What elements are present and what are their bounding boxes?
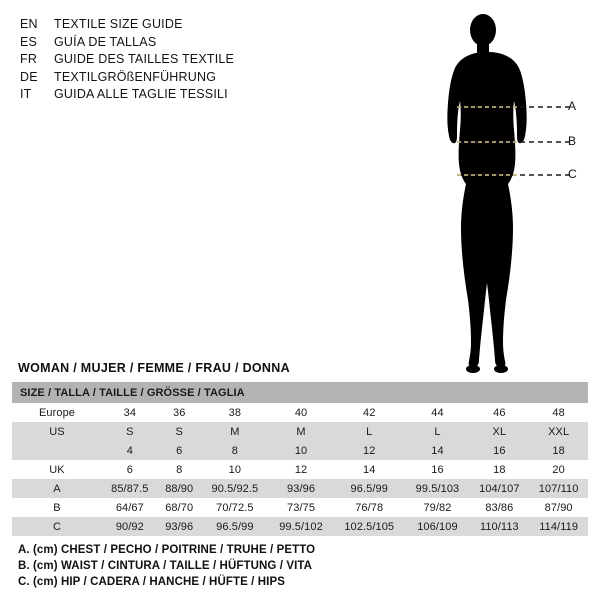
legend-line-a: A. (cm) CHEST / PECHO / POITRINE / TRUHE / PETTO <box>18 544 316 556</box>
cell: 16 <box>469 441 529 460</box>
cell: M <box>201 422 269 441</box>
cell: S <box>158 422 201 441</box>
cell: L <box>333 422 405 441</box>
table-header-row <box>12 382 588 403</box>
female-silhouette-figure <box>400 8 595 378</box>
cell: 6 <box>102 460 158 479</box>
measure-marker-a: A <box>568 99 577 113</box>
cell: 20 <box>529 460 588 479</box>
cell: M <box>269 422 333 441</box>
language-row <box>20 34 360 52</box>
cell: 106/109 <box>405 517 469 536</box>
cell: 4 <box>102 441 158 460</box>
cell: 44 <box>405 403 469 422</box>
cell: 6 <box>158 441 201 460</box>
cell: 14 <box>333 460 405 479</box>
language-code: DE <box>20 69 38 84</box>
cell: 107/110 <box>529 479 588 498</box>
cell: 73/75 <box>269 498 333 517</box>
language-title: TEXTILE SIZE GUIDE <box>54 17 183 31</box>
cell: 12 <box>269 460 333 479</box>
cell: 104/107 <box>469 479 529 498</box>
table-row <box>12 479 588 498</box>
row-label <box>12 441 102 460</box>
language-row <box>20 51 360 69</box>
measurement-legend <box>18 542 315 590</box>
row-label: Europe <box>12 403 102 422</box>
language-title: GUÍA DE TALLAS <box>54 34 157 49</box>
language-title: GUIDE DES TAILLES TEXTILE <box>54 52 235 66</box>
row-label: US <box>12 422 102 441</box>
table-row <box>12 441 588 460</box>
cell: 96.5/99 <box>333 479 405 498</box>
cell: 14 <box>405 441 469 460</box>
cell: 110/113 <box>469 517 529 536</box>
legend-line-b: B. (cm) WAIST / CINTURA / TAILLE / HÜFTUNG / VITA <box>18 560 313 572</box>
language-row <box>20 69 360 87</box>
cell: 48 <box>529 403 588 422</box>
cell: 90/92 <box>102 517 158 536</box>
cell: 8 <box>201 441 269 460</box>
cell: 88/90 <box>158 479 201 498</box>
table-row <box>12 460 588 479</box>
cell: 40 <box>269 403 333 422</box>
cell: 102.5/105 <box>333 517 405 536</box>
language-code: ES <box>20 34 38 49</box>
cell: 46 <box>469 403 529 422</box>
cell: 70/72.5 <box>201 498 269 517</box>
cell: 68/70 <box>158 498 201 517</box>
cell: 38 <box>201 403 269 422</box>
cell: 34 <box>102 403 158 422</box>
silhouette-icon <box>400 8 595 378</box>
cell: 96.5/99 <box>201 517 269 536</box>
section-title: WOMAN / MUJER / FEMME / FRAU / DONNA <box>18 361 290 375</box>
language-row <box>20 86 360 104</box>
table-row <box>12 517 588 536</box>
cell: 93/96 <box>269 479 333 498</box>
row-label: UK <box>12 460 102 479</box>
cell: 10 <box>269 441 333 460</box>
cell: 12 <box>333 441 405 460</box>
cell: 76/78 <box>333 498 405 517</box>
cell: 8 <box>158 460 201 479</box>
legend-line-c: C. (cm) HIP / CADERA / HANCHE / HÜFTE / HIPS <box>18 576 286 588</box>
table-row <box>12 498 588 517</box>
cell: 16 <box>405 460 469 479</box>
cell: 18 <box>529 441 588 460</box>
row-label: A <box>12 479 102 498</box>
cell: 99.5/102 <box>269 517 333 536</box>
cell: 42 <box>333 403 405 422</box>
language-code: EN <box>20 17 38 31</box>
cell: 90.5/92.5 <box>201 479 269 498</box>
size-table-wrapper <box>12 382 588 536</box>
language-row <box>20 16 360 34</box>
table-row <box>12 403 588 422</box>
cell: 64/67 <box>102 498 158 517</box>
cell: L <box>405 422 469 441</box>
cell: XL <box>469 422 529 441</box>
cell: 10 <box>201 460 269 479</box>
row-label: B <box>12 498 102 517</box>
cell: 114/119 <box>529 517 588 536</box>
language-title: TEXTILGRÖßENFÜHRUNG <box>54 69 217 84</box>
cell: 99.5/103 <box>405 479 469 498</box>
size-table <box>12 382 588 536</box>
cell: 93/96 <box>158 517 201 536</box>
row-label: C <box>12 517 102 536</box>
language-code: FR <box>20 52 38 66</box>
cell: 79/82 <box>405 498 469 517</box>
language-list <box>20 16 360 104</box>
cell: 87/90 <box>529 498 588 517</box>
cell: 85/87.5 <box>102 479 158 498</box>
cell: 36 <box>158 403 201 422</box>
table-header-label: SIZE / TALLA / TAILLE / GRÖSSE / TAGLIA <box>12 382 588 403</box>
cell: 83/86 <box>469 498 529 517</box>
language-code: IT <box>20 87 32 101</box>
measure-marker-b: B <box>568 134 577 148</box>
table-row <box>12 422 588 441</box>
cell: XXL <box>529 422 588 441</box>
cell: S <box>102 422 158 441</box>
measure-marker-c: C <box>568 167 577 181</box>
language-title: GUIDA ALLE TAGLIE TESSILI <box>54 87 228 101</box>
cell: 18 <box>469 460 529 479</box>
